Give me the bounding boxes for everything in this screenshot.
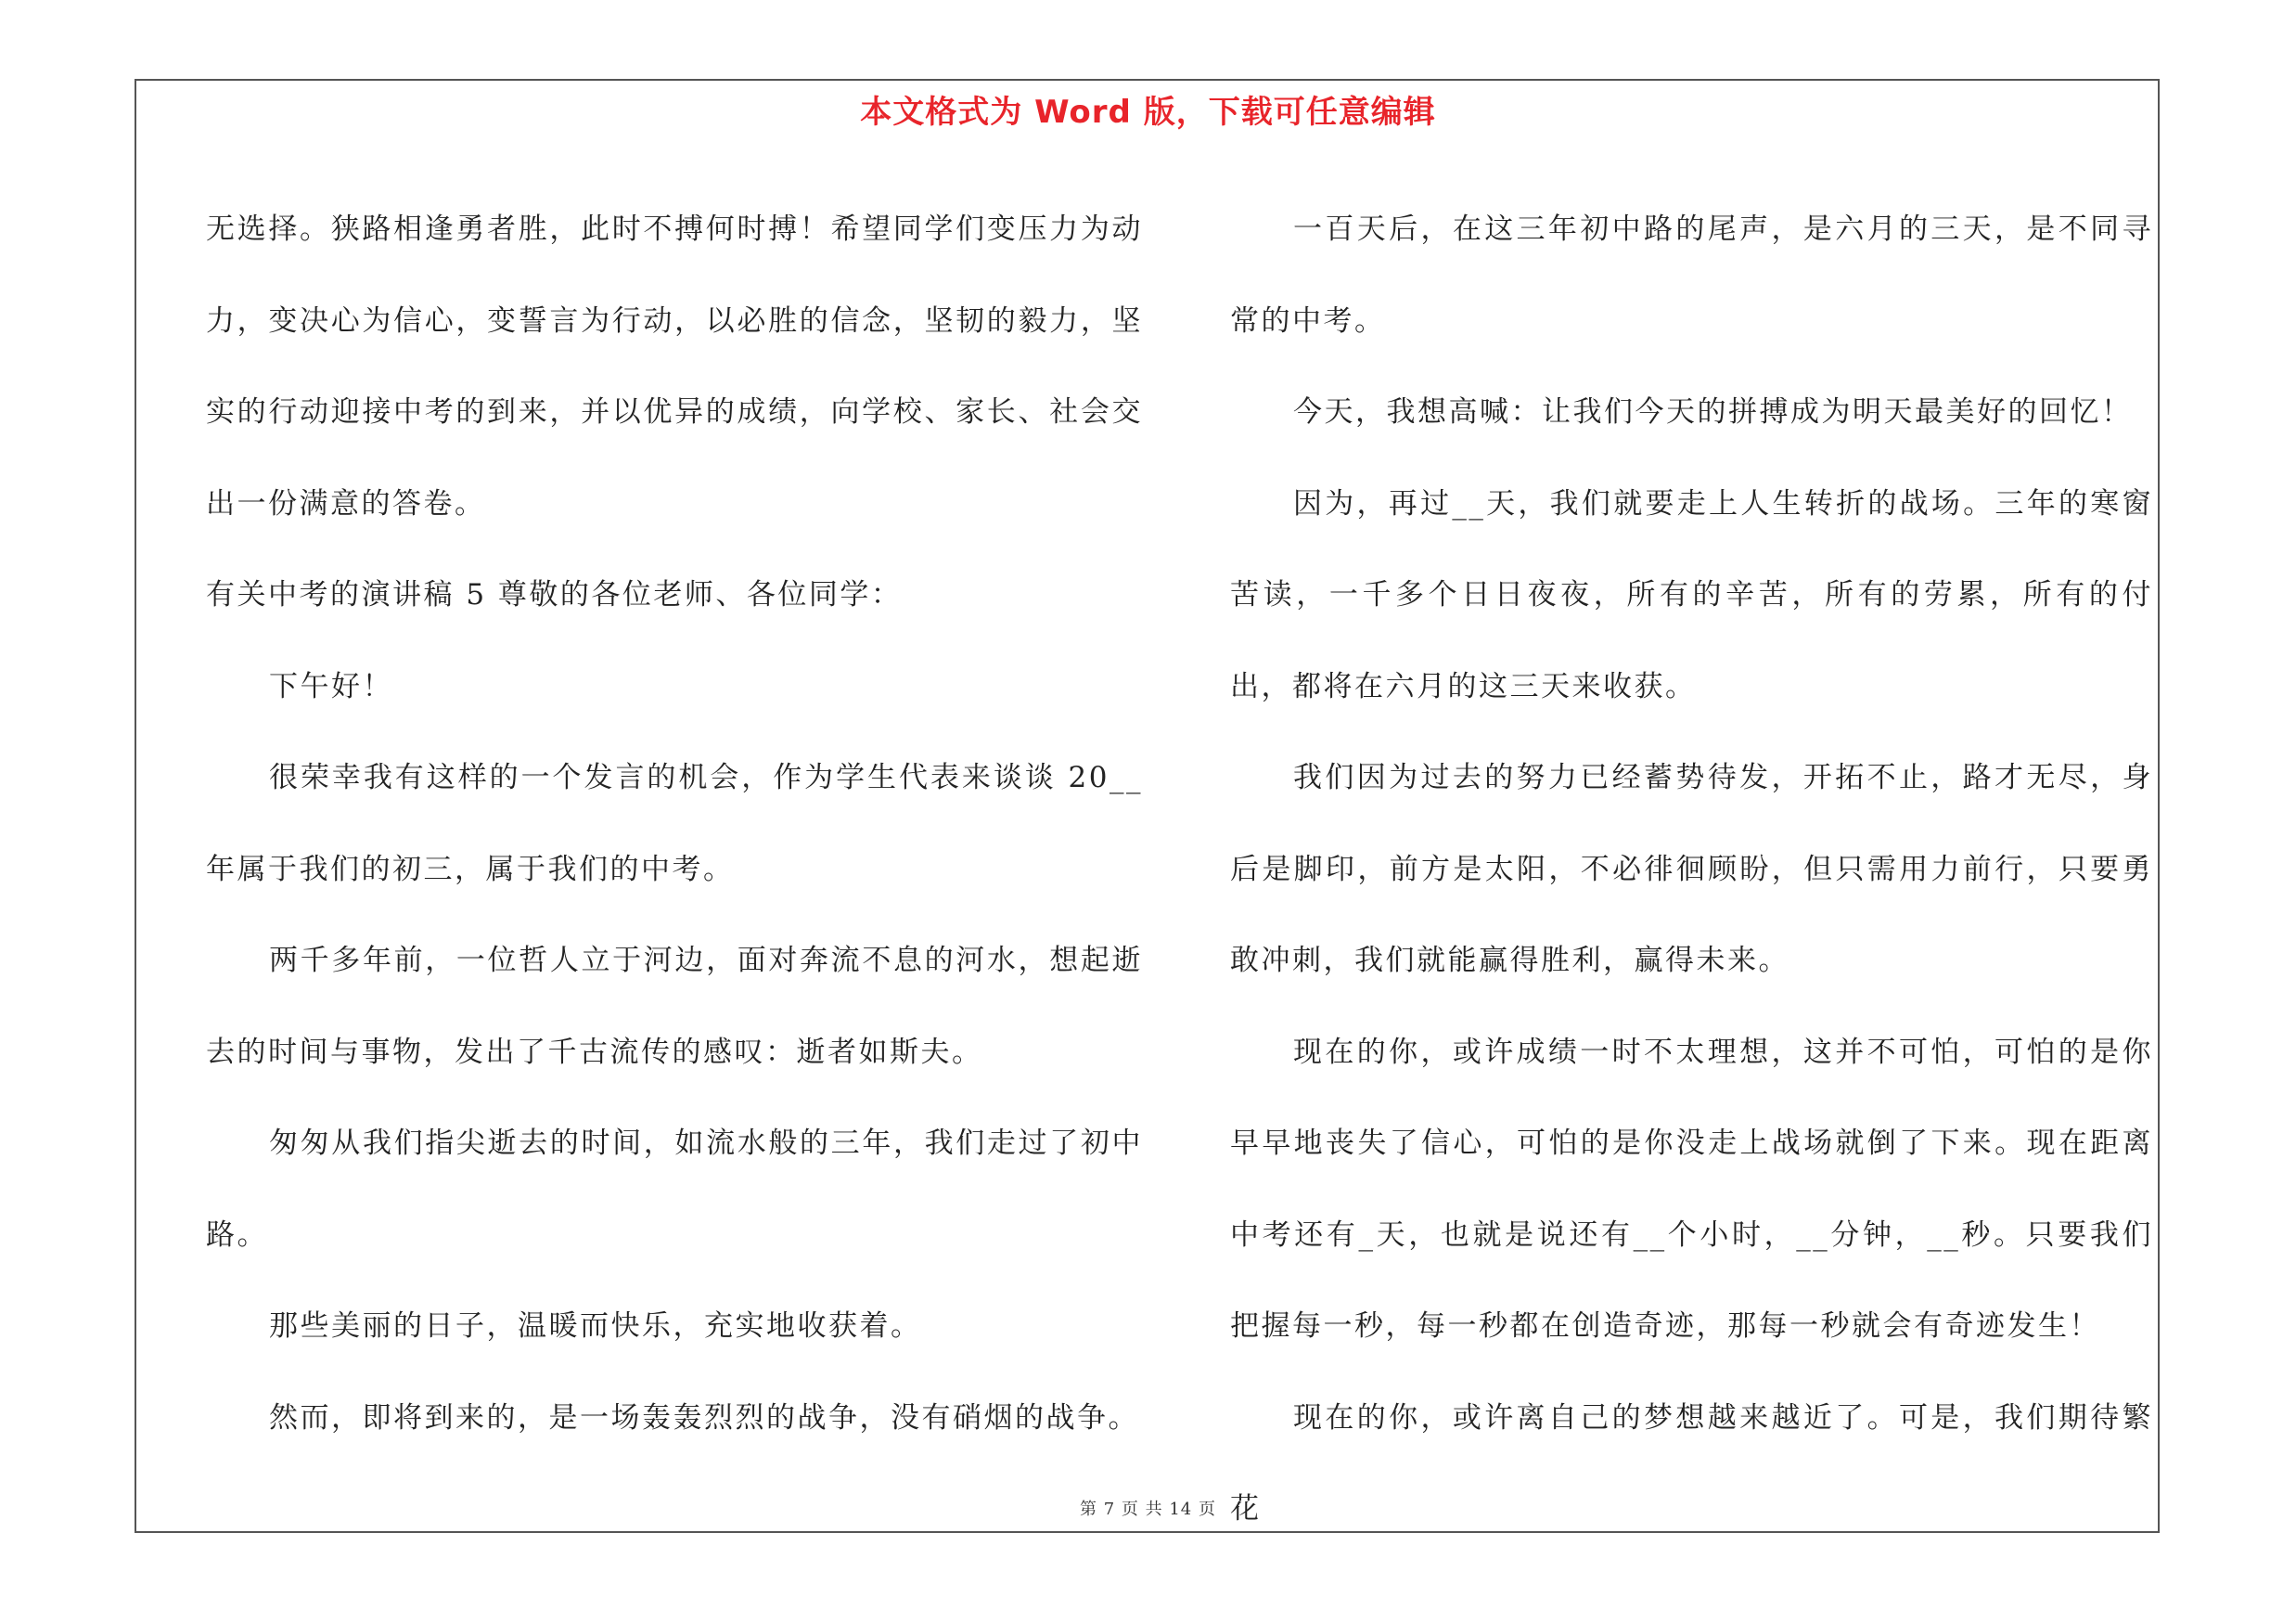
- paragraph: 我们因为过去的努力已经蓄势待发，开拓不止，路才无尽，身后是脚印，前方是太阳，不必徘徊顾盼，但只需用力前行，只要勇敢冲刺，我们就能赢得胜利，赢得未来。: [1230, 761, 2153, 977]
- left-column: [206, 184, 1143, 1463]
- paragraph: 现在的你，或许成绩一时不太理想，这并不可怕，可怕的是你早早地丧失了信心，可怕的是你没走上战场就倒了下来。现在距离中考还有_天，也就是说还有__个小时，__分钟，__秒。只要我们把握每一秒，每一秒都在创造奇迹，那每一秒就会有奇迹发生！: [1230, 1035, 2153, 1343]
- paragraph: 匆匆从我们指尖逝去的时间，如流水般的三年，我们走过了初中路。: [206, 1127, 1143, 1252]
- right-column: [1230, 184, 2153, 1555]
- paragraph: 下午好！: [269, 669, 393, 703]
- paragraph: 无选择。狭路相逢勇者胜，此时不搏何时搏！希望同学们变压力为动力，变决心为信心，变誓言为行动，以必胜的信念，坚韧的毅力，坚实的行动迎接中考的到来，并以优异的成绩，向学校、家长、社会交出一份满意的答卷。: [206, 213, 1143, 521]
- paragraph: 那些美丽的日子，温暖而快乐，充实地收获着。: [269, 1309, 922, 1343]
- paragraph: 很荣幸我有这样的一个发言的机会，作为学生代表来谈谈 20__年属于我们的初三，属于我们的中考。: [206, 761, 1143, 886]
- paragraph: 一百天后，在这三年初中路的尾声，是六月的三天，是不同寻常的中考。: [1230, 213, 2153, 338]
- page-number: 第 7 页 共 14 页: [1080, 1500, 1216, 1519]
- paragraph: 现在的你，或许离自己的梦想越来越近了。可是，我们期待繁花: [1230, 1400, 2153, 1526]
- paragraph: 然而，即将到来的，是一场轰轰烈烈的战争，没有硝烟的战争。: [269, 1400, 1139, 1435]
- speech-title-paragraph: 有关中考的演讲稿 5 尊敬的各位老师、各位同学：: [206, 578, 903, 612]
- paragraph: 因为，再过__天，我们就要走上人生转折的战场。三年的寒窗苦读，一千多个日日夜夜，所有的辛苦，所有的劳累，所有的付出，都将在六月的这三天来收获。: [1230, 486, 2153, 703]
- paragraph: 今天，我想高喊：让我们今天的拼搏成为明天最美好的回忆！: [1293, 395, 2133, 429]
- paragraph: 两千多年前，一位哲人立于河边，面对奔流不息的河水，想起逝去的时间与事物，发出了千古流传的感叹：逝者如斯夫。: [206, 944, 1143, 1069]
- format-notice-banner: 本文格式为 Word 版，下载可任意编辑: [860, 94, 1436, 131]
